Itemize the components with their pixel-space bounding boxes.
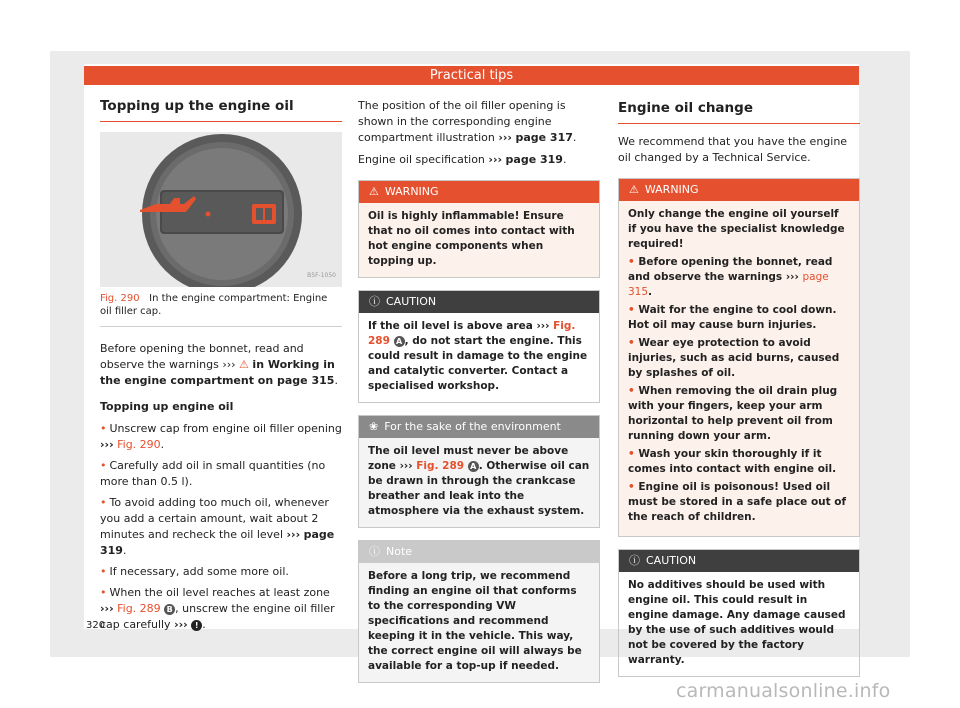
page-number: 320 (86, 620, 106, 631)
position-paragraph (358, 98, 600, 146)
caution-box (358, 290, 600, 403)
figure-caption-text: In the engine compartment: Engine oil filler cap. (100, 293, 328, 317)
watermark: carmanualsonline.info (676, 680, 891, 702)
spec-text: Engine oil specification (358, 153, 485, 166)
warning-item (628, 255, 850, 300)
caution-text: , do not start the engine. This could result in damage to the engine and catalytic converter. Contact a specialised workshop. (368, 335, 588, 392)
zone-a-marker: A (394, 336, 405, 347)
page-317-link[interactable]: page 317 (515, 131, 573, 144)
list-item-text: Unscrew cap from engine oil filler opening (109, 422, 342, 435)
note-body: Before a long trip, we recommend finding an engine oil that conforms to the corresponding VW specifications and recommend keeping it in the vehicle. This way, the correct engine oil will always be available for a top-up if needed. (359, 563, 599, 682)
caution-text: If the oil level is above area (368, 320, 533, 332)
page-315-link[interactable]: page 315 (628, 271, 829, 298)
list-item (100, 421, 342, 453)
specification-paragraph (358, 152, 600, 168)
fig-290-link[interactable]: Fig. 290 (117, 438, 161, 451)
warning-item (628, 480, 850, 525)
column-middle (358, 98, 600, 695)
ref-arrow: ››› (785, 271, 799, 283)
section-heading-oil-change: Engine oil change (618, 96, 860, 124)
list-item-text: To avoid adding too much oil, whenever you add a certain amount, wait about 2 minutes and recheck the oil level (100, 496, 329, 541)
bullet-icon: • (628, 337, 639, 349)
warning-item-text: Before opening the bonnet, read and observe the warnings (628, 256, 833, 283)
caution-circle-icon: ⓘ (369, 295, 380, 308)
fig-289-link[interactable]: Fig. 289 (117, 602, 161, 615)
zone-a-marker: A (468, 461, 479, 472)
list-item (100, 495, 342, 559)
ref-arrow: ››› (100, 602, 114, 615)
paragraph-end: . (572, 131, 577, 144)
ref-arrow: ››› (399, 460, 413, 472)
caution-label: CAUTION (646, 554, 697, 567)
leaf-icon: ❀ (369, 420, 379, 433)
warning-item-text: Engine oil is poisonous! Used oil must be stored in a safe place out of the reach of children. (628, 481, 847, 523)
warning-item-text: Wear eye protection to avoid injuries, such as acid burns, caused by splashes of oil. (628, 337, 840, 379)
bullet-icon: • (100, 586, 107, 599)
warning-item-end: . (648, 286, 653, 298)
caution-box (618, 549, 860, 677)
figure-id: B5F-1050 (307, 272, 336, 279)
warning-triangle-icon: ⚠ (239, 358, 249, 371)
caution-label: CAUTION (386, 295, 437, 308)
figure-number: Fig. 290 (100, 293, 140, 304)
ref-arrow: ››› (488, 153, 503, 166)
ref-arrow: ››› (222, 358, 236, 371)
environment-label: For the sake of the environment (384, 420, 561, 433)
bullet-icon: • (100, 422, 107, 435)
note-label: Note (386, 545, 413, 558)
intro-link[interactable]: in Working in the engine compartment on page 315 (100, 358, 335, 387)
intro-end: . (334, 374, 338, 387)
caution-header (359, 291, 599, 313)
section-heading-topping-up: Topping up the engine oil (100, 96, 342, 122)
list-item-end: . (122, 544, 127, 557)
bullet-icon: • (100, 459, 107, 472)
list-item-text: , unscrew the engine oil filler cap carefully (100, 602, 335, 631)
column-right (618, 96, 860, 689)
warning-header (359, 181, 599, 203)
intro-paragraph (100, 341, 342, 389)
list-item (100, 564, 342, 580)
subheading-topping-up: Topping up engine oil (100, 400, 234, 413)
figure-oil-filler-cap (100, 132, 342, 287)
note-header (359, 541, 599, 563)
figure-caption (100, 292, 342, 327)
environment-body (359, 438, 599, 527)
warning-box (358, 180, 600, 278)
ref-arrow: ››› (536, 320, 550, 332)
list-item-end: . (202, 618, 206, 631)
note-box (358, 540, 600, 683)
caution-body: No additives should be used with engine oil. This could result in engine damage. Any damage caused by the use of such additives would not be covered by the factory warranty. (628, 579, 846, 666)
warning-lead: Only change the engine oil yourself if you have the specialist knowledge required! (628, 208, 845, 250)
ref-arrow: ››› (100, 438, 114, 451)
page-319-link[interactable]: page 319 (505, 153, 563, 166)
section-header: Practical tips (84, 66, 859, 85)
environment-text: The oil level must never be above zone (368, 445, 569, 472)
environment-text: . Otherwise oil can be drawn in through the crankcase breather and leak into the atmosphere via the exhaust system. (368, 460, 590, 517)
bullet-icon: • (628, 385, 639, 397)
bullet-icon: • (628, 481, 639, 493)
intro-text: Before opening the bonnet, read and observe the warnings (100, 342, 304, 371)
oil-filler-cap-illustration (100, 132, 342, 287)
ref-arrow: ››› (498, 131, 512, 144)
warning-triangle-icon: ⚠ (629, 183, 639, 196)
bullet-icon: • (628, 304, 639, 316)
manual-symbol-icon (252, 204, 276, 224)
warning-item-text: When removing the oil drain plug with your fingers, keep your arm horizontal to help prevent oil from running down your arm. (628, 385, 838, 442)
caution-body (359, 313, 599, 402)
list-item-text: If necessary, add some more oil. (109, 565, 289, 578)
bullet-icon: • (628, 448, 639, 460)
info-icon: ⓘ (369, 545, 380, 558)
bullet-icon: • (628, 256, 639, 268)
warning-item (628, 447, 850, 477)
list-item-text: When the oil level reaches at least zone (109, 586, 330, 599)
warning-label: WARNING (384, 185, 439, 198)
caution-circle-icon: ⓘ (629, 554, 640, 567)
list-item-end: . (160, 438, 165, 451)
warning-body: Oil is highly inflammable! Ensure that no oil comes into contact with hot engine components when topping up. (359, 203, 599, 277)
list-item (100, 585, 342, 633)
warning-item (628, 303, 850, 333)
ref-arrow: ››› (286, 528, 301, 541)
fig-289-link[interactable]: Fig. 289 (368, 320, 576, 347)
position-text: The position of the oil filler opening is shown in the corresponding engine compartment illustration (358, 99, 566, 144)
warning-label: WARNING (644, 183, 699, 196)
warning-item (628, 384, 850, 444)
warning-item-text: Wait for the engine to cool down. Hot oil may cause burn injuries. (628, 304, 837, 331)
warning-box (618, 178, 860, 537)
paragraph-end: . (562, 153, 567, 166)
list-item-text: Carefully add oil in small quantities (no more than 0.5 l). (100, 459, 326, 488)
zone-b-marker: B (164, 604, 175, 615)
environment-box (358, 415, 600, 528)
warning-body (619, 201, 859, 536)
column-left (100, 96, 342, 638)
warning-header (619, 179, 859, 201)
ref-arrow: ››› (174, 618, 188, 631)
bullet-icon: • (100, 565, 107, 578)
caution-header (619, 550, 859, 572)
oil-change-paragraph: We recommend that you have the engine oil changed by a Technical Service. (618, 135, 848, 164)
caution-marker-icon[interactable]: ! (191, 620, 202, 631)
warning-item-text: Wash your skin thoroughly if it comes into contact with engine oil. (628, 448, 837, 475)
fig-289-link[interactable]: Fig. 289 (416, 460, 465, 472)
bullet-icon: • (100, 496, 107, 509)
list-item (100, 458, 342, 490)
warning-item (628, 336, 850, 381)
page-319-link[interactable]: page 319 (100, 528, 335, 557)
warning-triangle-icon: ⚠ (369, 185, 379, 198)
environment-header (359, 416, 599, 438)
